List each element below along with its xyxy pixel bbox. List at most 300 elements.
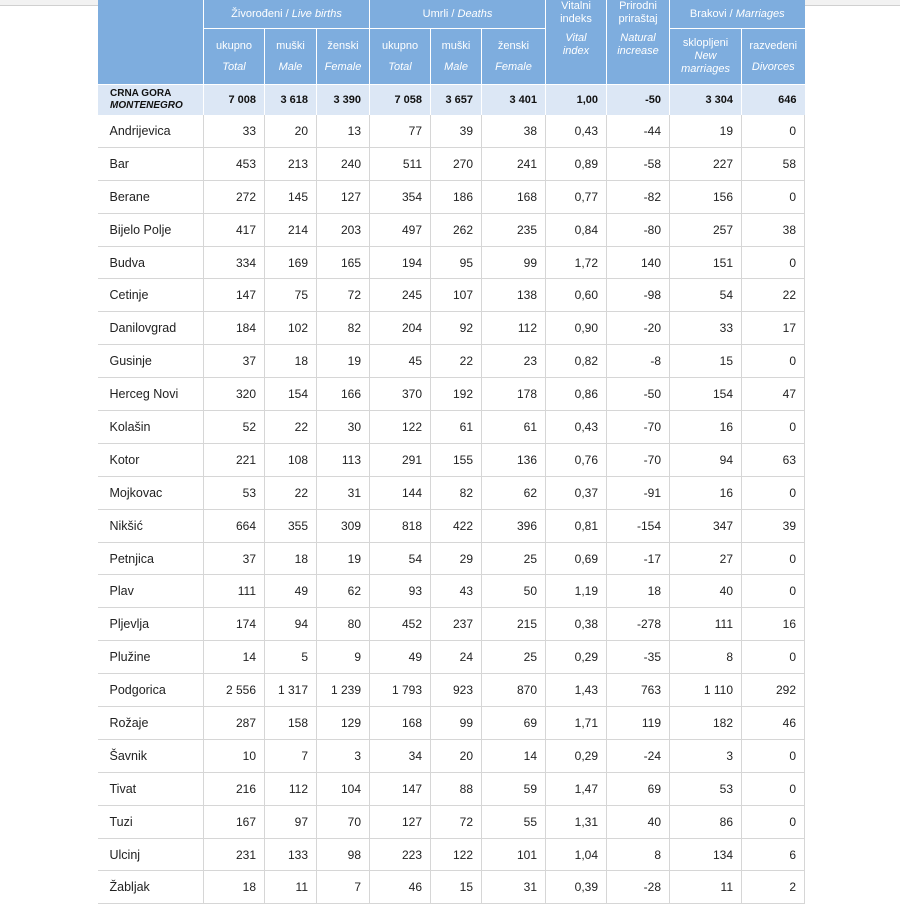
table-cell: 69 — [607, 772, 670, 805]
table-cell: 49 — [370, 641, 431, 674]
table-cell: 30 — [317, 411, 370, 444]
table-cell: 144 — [370, 476, 431, 509]
table-cell: 16 — [742, 608, 805, 641]
table-cell: 0,84 — [546, 213, 607, 246]
municipality-name: Mojkovac — [98, 476, 204, 509]
table-cell: -91 — [607, 476, 670, 509]
table-cell: 309 — [317, 509, 370, 542]
table-cell: 53 — [204, 476, 265, 509]
table-row — [98, 345, 805, 378]
table-row — [98, 739, 805, 772]
table-cell: 45 — [370, 345, 431, 378]
table-cell: 40 — [670, 575, 742, 608]
table-cell: 46 — [742, 707, 805, 740]
table-cell: 122 — [370, 411, 431, 444]
table-row — [98, 871, 805, 904]
table-cell: -35 — [607, 641, 670, 674]
table-cell: 112 — [265, 772, 317, 805]
table-cell: -44 — [607, 115, 670, 147]
table-cell: 147 — [204, 279, 265, 312]
total-cell: 1,00 — [546, 85, 607, 116]
table-cell: 138 — [482, 279, 546, 312]
table-cell: 182 — [670, 707, 742, 740]
table-cell: 396 — [482, 509, 546, 542]
table-cell: 0,38 — [546, 608, 607, 641]
table-cell: 34 — [370, 739, 431, 772]
table-cell: 122 — [431, 838, 482, 871]
table-cell: 0,60 — [546, 279, 607, 312]
deaths-group-header: Umrli / Deaths — [370, 0, 546, 29]
table-cell: -50 — [607, 378, 670, 411]
table-row — [98, 312, 805, 345]
municipality-name: Petnjica — [98, 542, 204, 575]
total-cell: 3 390 — [317, 85, 370, 116]
table-cell: 61 — [431, 411, 482, 444]
total-cell: 7 058 — [370, 85, 431, 116]
table-cell: -154 — [607, 509, 670, 542]
table-cell: 168 — [482, 180, 546, 213]
table-cell: 20 — [265, 115, 317, 147]
table-cell: 664 — [204, 509, 265, 542]
table-cell: 3 — [317, 739, 370, 772]
total-row — [98, 85, 805, 116]
table-cell: 39 — [431, 115, 482, 147]
municipality-name: Danilovgrad — [98, 312, 204, 345]
table-cell: 94 — [670, 443, 742, 476]
table-cell: 354 — [370, 180, 431, 213]
table-cell: 111 — [670, 608, 742, 641]
table-cell: 54 — [370, 542, 431, 575]
municipality-name: Kotor — [98, 443, 204, 476]
municipality-name: Bijelo Polje — [98, 213, 204, 246]
table-cell: 0 — [742, 739, 805, 772]
municipality-name: Podgorica — [98, 674, 204, 707]
table-cell: 0,90 — [546, 312, 607, 345]
vital-statistics-table — [97, 0, 805, 904]
table-cell: 101 — [482, 838, 546, 871]
vital-index-header: Vitalni indeks Vital index — [546, 0, 607, 85]
table-cell: 19 — [670, 115, 742, 147]
table-cell: 237 — [431, 608, 482, 641]
table-cell: 167 — [204, 805, 265, 838]
table-cell: 16 — [670, 476, 742, 509]
municipality-name: Bar — [98, 147, 204, 180]
table-cell: -24 — [607, 739, 670, 772]
table-cell: 22 — [431, 345, 482, 378]
municipality-name: Nikšić — [98, 509, 204, 542]
total-row-name: CRNA GORA MONTENEGRO — [98, 85, 204, 116]
table-cell: 1,71 — [546, 707, 607, 740]
table-cell: 8 — [670, 641, 742, 674]
table-row — [98, 213, 805, 246]
table-cell: 13 — [317, 115, 370, 147]
table-cell: 186 — [431, 180, 482, 213]
municipality-name: Šavnik — [98, 739, 204, 772]
table-row — [98, 411, 805, 444]
table-cell: 6 — [742, 838, 805, 871]
table-cell: 174 — [204, 608, 265, 641]
table-cell: 257 — [670, 213, 742, 246]
table-cell: -58 — [607, 147, 670, 180]
natural-increase-header: Prirodni priraštaj Natural increase — [607, 0, 670, 85]
table-cell: 355 — [265, 509, 317, 542]
table-cell: 63 — [742, 443, 805, 476]
table-row — [98, 246, 805, 279]
table-cell: 204 — [370, 312, 431, 345]
table-cell: 127 — [317, 180, 370, 213]
table-cell: 39 — [742, 509, 805, 542]
table-cell: 0,76 — [546, 443, 607, 476]
table-cell: 178 — [482, 378, 546, 411]
table-cell: 11 — [265, 871, 317, 904]
table-row — [98, 115, 805, 147]
table-cell: 37 — [204, 345, 265, 378]
table-row — [98, 509, 805, 542]
table-cell: 140 — [607, 246, 670, 279]
table-cell: 99 — [482, 246, 546, 279]
deaths-total-header: ukupno Total — [370, 29, 431, 85]
table-cell: 25 — [482, 641, 546, 674]
table-cell: 18 — [265, 345, 317, 378]
deaths-male-header: muški Male — [431, 29, 482, 85]
table-cell: 215 — [482, 608, 546, 641]
table-cell: 166 — [317, 378, 370, 411]
table-cell: 240 — [317, 147, 370, 180]
table-cell: 0,86 — [546, 378, 607, 411]
table-cell: 497 — [370, 213, 431, 246]
table-cell: 136 — [482, 443, 546, 476]
municipality-name: Tuzi — [98, 805, 204, 838]
table-cell: 0 — [742, 345, 805, 378]
table-row — [98, 608, 805, 641]
table-cell: 0,77 — [546, 180, 607, 213]
table-cell: 320 — [204, 378, 265, 411]
total-cell: 3 657 — [431, 85, 482, 116]
table-cell: 1,43 — [546, 674, 607, 707]
table-cell: 15 — [431, 871, 482, 904]
table-cell: 452 — [370, 608, 431, 641]
table-cell: 3 — [670, 739, 742, 772]
table-cell: 0,81 — [546, 509, 607, 542]
births-male-header: muški Male — [265, 29, 317, 85]
births-total-header: ukupno Total — [204, 29, 265, 85]
table-cell: 422 — [431, 509, 482, 542]
table-cell: 870 — [482, 674, 546, 707]
table-cell: 145 — [265, 180, 317, 213]
table-cell: 0,82 — [546, 345, 607, 378]
table-cell: 58 — [742, 147, 805, 180]
table-cell: 151 — [670, 246, 742, 279]
table-cell: 46 — [370, 871, 431, 904]
table-row — [98, 707, 805, 740]
table-cell: 134 — [670, 838, 742, 871]
table-cell: 127 — [370, 805, 431, 838]
table-cell: 43 — [431, 575, 482, 608]
table-cell: 16 — [670, 411, 742, 444]
table-cell: 0 — [742, 115, 805, 147]
table-cell: 235 — [482, 213, 546, 246]
table-cell: 99 — [431, 707, 482, 740]
table-cell: 18 — [607, 575, 670, 608]
table-cell: 287 — [204, 707, 265, 740]
table-cell: 262 — [431, 213, 482, 246]
table-cell: 108 — [265, 443, 317, 476]
table-cell: 102 — [265, 312, 317, 345]
table-cell: 47 — [742, 378, 805, 411]
table-cell: 95 — [431, 246, 482, 279]
new-marriages-header: sklopljeni New marriages — [670, 29, 742, 85]
table-cell: 40 — [607, 805, 670, 838]
table-cell: 1,04 — [546, 838, 607, 871]
table-cell: -28 — [607, 871, 670, 904]
table-cell: 54 — [670, 279, 742, 312]
municipality-name: Tivat — [98, 772, 204, 805]
table-cell: 22 — [265, 411, 317, 444]
table-cell: 818 — [370, 509, 431, 542]
table-cell: 0,43 — [546, 115, 607, 147]
table-cell: 1 793 — [370, 674, 431, 707]
table-cell: -80 — [607, 213, 670, 246]
table-cell: 80 — [317, 608, 370, 641]
table-cell: 20 — [431, 739, 482, 772]
table-cell: 231 — [204, 838, 265, 871]
table-cell: 25 — [482, 542, 546, 575]
table-cell: 763 — [607, 674, 670, 707]
table-cell: -98 — [607, 279, 670, 312]
municipality-name: Kolašin — [98, 411, 204, 444]
table-cell: 0 — [742, 805, 805, 838]
table-cell: 129 — [317, 707, 370, 740]
table-cell: 156 — [670, 180, 742, 213]
table-cell: 52 — [204, 411, 265, 444]
municipality-name: Herceg Novi — [98, 378, 204, 411]
table-cell: 923 — [431, 674, 482, 707]
table-cell: 92 — [431, 312, 482, 345]
table-cell: 62 — [317, 575, 370, 608]
table-cell: 97 — [265, 805, 317, 838]
municipality-name: Budva — [98, 246, 204, 279]
table-cell: 33 — [670, 312, 742, 345]
table-cell: 0 — [742, 476, 805, 509]
total-cell: 3 618 — [265, 85, 317, 116]
municipality-header — [98, 0, 204, 85]
table-cell: 334 — [204, 246, 265, 279]
municipality-name: Ulcinj — [98, 838, 204, 871]
table-cell: 370 — [370, 378, 431, 411]
table-cell: 0,89 — [546, 147, 607, 180]
table-cell: 72 — [317, 279, 370, 312]
municipality-name: Andrijevica — [98, 115, 204, 147]
table-cell: 14 — [482, 739, 546, 772]
table-cell: 0 — [742, 641, 805, 674]
table-cell: 184 — [204, 312, 265, 345]
table-cell: 194 — [370, 246, 431, 279]
table-cell: 0,29 — [546, 641, 607, 674]
table-cell: 38 — [482, 115, 546, 147]
table-cell: 18 — [265, 542, 317, 575]
table-cell: -278 — [607, 608, 670, 641]
table-cell: 69 — [482, 707, 546, 740]
table-cell: 10 — [204, 739, 265, 772]
table-cell: 88 — [431, 772, 482, 805]
table-cell: 241 — [482, 147, 546, 180]
table-cell: 7 — [265, 739, 317, 772]
table-cell: 70 — [317, 805, 370, 838]
table-cell: 82 — [317, 312, 370, 345]
marriages-group-header: Brakovi / Marriages — [670, 0, 805, 29]
table-row — [98, 378, 805, 411]
table-cell: 61 — [482, 411, 546, 444]
total-cell: -50 — [607, 85, 670, 116]
table-row — [98, 147, 805, 180]
table-cell: 223 — [370, 838, 431, 871]
table-row — [98, 476, 805, 509]
table-cell: 291 — [370, 443, 431, 476]
table-row — [98, 838, 805, 871]
table-cell: 272 — [204, 180, 265, 213]
table-cell: 14 — [204, 641, 265, 674]
table-cell: 5 — [265, 641, 317, 674]
table-cell: -70 — [607, 411, 670, 444]
table-cell: 8 — [607, 838, 670, 871]
table-cell: 62 — [482, 476, 546, 509]
table-cell: 75 — [265, 279, 317, 312]
table-cell: 1,47 — [546, 772, 607, 805]
table-cell: 292 — [742, 674, 805, 707]
table-cell: 154 — [670, 378, 742, 411]
table-cell: 49 — [265, 575, 317, 608]
table-cell: 17 — [742, 312, 805, 345]
table-cell: 104 — [317, 772, 370, 805]
municipality-name: Cetinje — [98, 279, 204, 312]
table-cell: 0 — [742, 542, 805, 575]
table-cell: 169 — [265, 246, 317, 279]
table-cell: 33 — [204, 115, 265, 147]
table-cell: 9 — [317, 641, 370, 674]
table-cell: 19 — [317, 542, 370, 575]
table-cell: 147 — [370, 772, 431, 805]
municipality-name: Berane — [98, 180, 204, 213]
table-cell: 24 — [431, 641, 482, 674]
municipality-name: Rožaje — [98, 707, 204, 740]
table-cell: 192 — [431, 378, 482, 411]
table-cell: 119 — [607, 707, 670, 740]
table-cell: 0,69 — [546, 542, 607, 575]
table-cell: 59 — [482, 772, 546, 805]
table-cell: 29 — [431, 542, 482, 575]
table-cell: 0,39 — [546, 871, 607, 904]
table-cell: 77 — [370, 115, 431, 147]
table-cell: -20 — [607, 312, 670, 345]
municipality-name: Plužine — [98, 641, 204, 674]
table-cell: 18 — [204, 871, 265, 904]
table-cell: 0 — [742, 246, 805, 279]
table-cell: 221 — [204, 443, 265, 476]
table-cell: 55 — [482, 805, 546, 838]
table-cell: 94 — [265, 608, 317, 641]
table-row — [98, 772, 805, 805]
table-cell: 72 — [431, 805, 482, 838]
table-cell: 1 110 — [670, 674, 742, 707]
table-cell: -70 — [607, 443, 670, 476]
table-cell: 107 — [431, 279, 482, 312]
table-cell: 216 — [204, 772, 265, 805]
table-cell: 165 — [317, 246, 370, 279]
table-cell: 0,29 — [546, 739, 607, 772]
table-cell: 347 — [670, 509, 742, 542]
table-cell: 154 — [265, 378, 317, 411]
table-cell: 1 317 — [265, 674, 317, 707]
table-cell: 50 — [482, 575, 546, 608]
table-cell: 19 — [317, 345, 370, 378]
total-cell: 7 008 — [204, 85, 265, 116]
table-cell: 37 — [204, 542, 265, 575]
table-cell: 53 — [670, 772, 742, 805]
municipality-name: Pljevlja — [98, 608, 204, 641]
table-cell: 7 — [317, 871, 370, 904]
table-cell: 111 — [204, 575, 265, 608]
table-cell: 270 — [431, 147, 482, 180]
table-cell: -82 — [607, 180, 670, 213]
table-cell: 0 — [742, 575, 805, 608]
total-cell: 3 401 — [482, 85, 546, 116]
table-cell: 0,43 — [546, 411, 607, 444]
table-cell: 113 — [317, 443, 370, 476]
table-cell: 133 — [265, 838, 317, 871]
table-cell: 168 — [370, 707, 431, 740]
table-cell: 158 — [265, 707, 317, 740]
table-cell: 0 — [742, 772, 805, 805]
table-cell: 245 — [370, 279, 431, 312]
table-cell: 31 — [482, 871, 546, 904]
table-cell: 227 — [670, 147, 742, 180]
table-cell: 98 — [317, 838, 370, 871]
municipality-name: Plav — [98, 575, 204, 608]
table-row — [98, 805, 805, 838]
table-cell: 22 — [265, 476, 317, 509]
table-cell: 1,72 — [546, 246, 607, 279]
table-cell: 214 — [265, 213, 317, 246]
municipality-name: Gusinje — [98, 345, 204, 378]
table-cell: 155 — [431, 443, 482, 476]
table-row — [98, 641, 805, 674]
table-cell: 15 — [670, 345, 742, 378]
table-cell: 453 — [204, 147, 265, 180]
divorces-header: razvedeni Divorces — [742, 29, 805, 85]
table-row — [98, 279, 805, 312]
table-cell: 82 — [431, 476, 482, 509]
table-cell: 0 — [742, 411, 805, 444]
table-cell: 203 — [317, 213, 370, 246]
table-cell: 93 — [370, 575, 431, 608]
table-cell: 1,19 — [546, 575, 607, 608]
table-cell: 27 — [670, 542, 742, 575]
table-row — [98, 542, 805, 575]
live-births-group-header: Živorođeni / Live births — [204, 0, 370, 29]
municipality-name: Žabljak — [98, 871, 204, 904]
table-cell: 22 — [742, 279, 805, 312]
births-female-header: ženski Female — [317, 29, 370, 85]
table-cell: -8 — [607, 345, 670, 378]
deaths-female-header: ženski Female — [482, 29, 546, 85]
table-cell: 1,31 — [546, 805, 607, 838]
table-row — [98, 443, 805, 476]
table-cell: 1 239 — [317, 674, 370, 707]
table-cell: 23 — [482, 345, 546, 378]
table-cell: 0,37 — [546, 476, 607, 509]
table-cell: 213 — [265, 147, 317, 180]
table-cell: -17 — [607, 542, 670, 575]
